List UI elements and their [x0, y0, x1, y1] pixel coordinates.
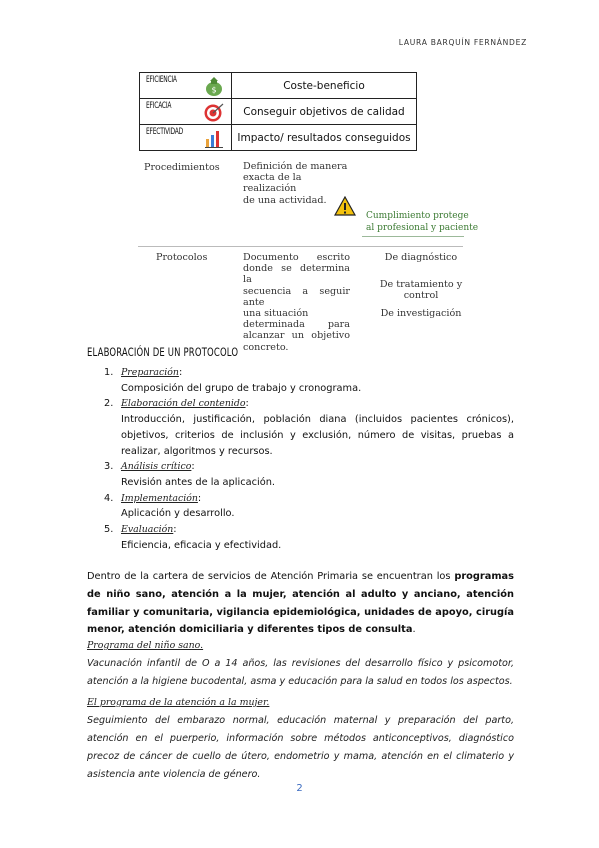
definition-line: Documento escrito — [243, 252, 350, 263]
money-bag-icon — [203, 75, 225, 100]
step-title: Preparación — [121, 367, 179, 378]
step-body: Composición del grupo de trabajo y cronograma. — [121, 382, 362, 394]
note-underline — [362, 236, 464, 237]
definition-line: exacta de la realización — [243, 172, 302, 195]
definition-line: Definición de manera — [243, 161, 348, 172]
step-title: Análisis crítico — [121, 461, 192, 473]
table-row — [140, 125, 417, 151]
definition-line: determinada para — [243, 319, 350, 331]
step-number: 1. — [104, 367, 114, 378]
page-number: 2 — [296, 783, 303, 794]
step-body: Revisión antes de la aplicación. — [121, 476, 276, 488]
definition-line: alcanzar un objetivo — [243, 330, 350, 342]
bar-chart-icon — [203, 127, 225, 152]
definition-line: donde se determina la — [243, 263, 350, 286]
list-item: 2. Elaboración del contenido: Introducción, justificación, población diana (incluidos pacientes crónicos), objetivos, criterios de inclusión y exclusión, número de visitas, pruebas a realizar, algoritmos y recursos. — [104, 396, 514, 459]
step-number: 4. — [104, 492, 114, 504]
row-label: EFICACIA — [146, 101, 172, 111]
list-item: 5. Evaluación: Eficiencia, eficacia y efectividad. — [104, 522, 514, 553]
list-item: 1. Preparación: Composición del grupo de trabajo y cronograma. — [104, 365, 514, 396]
row-value: Coste-beneficio — [232, 73, 417, 99]
protocol-type: De diagnóstico — [384, 252, 458, 263]
row-label: EFECTIVIDAD — [146, 127, 183, 137]
step-number: 5. — [104, 524, 114, 536]
protocol-types — [373, 252, 469, 319]
warning-icon — [334, 196, 356, 220]
table-row — [140, 99, 417, 125]
note-line: Cumplimiento protege — [366, 211, 469, 221]
definition-line: de una actividad. — [243, 194, 327, 206]
program-title: El programa de la atención a la mujer. — [87, 697, 270, 708]
section-title: ELABORACIÓN DE UN PROTOCOLO — [87, 345, 239, 359]
list-item: 3. Análisis crítico: Revisión antes de la aplicación. — [104, 459, 514, 490]
steps-list — [104, 365, 514, 553]
author-header: LAURA BARQUÍN FERNÁNDEZ — [398, 38, 527, 47]
list-item: 4. Implementación: Aplicación y desarrollo. — [104, 491, 514, 522]
paragraph-end: . — [412, 624, 416, 636]
target-icon — [203, 101, 225, 126]
protocol-type: De investigación — [380, 307, 462, 319]
divider — [138, 246, 463, 247]
step-body: Introducción, justificación, población diana (incluidos pacientes crónicos), objetivos, criterios de inclusión y exclusión, número de visitas, pruebas a realizar, algoritmos y recursos. — [121, 414, 514, 457]
row-value: Impacto/ resultados conseguidos — [232, 125, 417, 151]
step-body: Eficiencia, eficacia y efectividad. — [121, 539, 282, 551]
protocol-type: control — [403, 290, 439, 302]
step-number: 3. — [104, 461, 114, 473]
program-body: Seguimiento del embarazo normal, educación maternal y preparación del parto, atención en el puerperio, información sobre métodos anticonceptivos, diagnóstico precoz de cáncer de cuello de útero, endometrio y mama, atención en el climaterio y asistencia ante violencia de género. — [87, 715, 514, 780]
procedimientos-label: Procedimientos — [144, 162, 220, 173]
step-number: 2. — [104, 398, 114, 410]
program-body: Vacunación infantil de O a 14 años, las revisiones del desarrollo físico y psicomotor, atención a la higiene bucodental, asma y educación para la salud en todos los aspectos. — [87, 658, 514, 687]
note-line: al profesional y paciente — [366, 223, 479, 233]
row-label: EFICIENCIA — [146, 75, 177, 85]
definition-line: concreto. — [243, 341, 289, 353]
table-row — [140, 73, 417, 99]
svg-text:$: $ — [211, 85, 217, 95]
definition-line: una situación — [243, 308, 309, 320]
program-title: Programa del niño sano. — [87, 640, 204, 651]
paragraph-intro: Dentro de la cartera de servicios de Atención Primaria se encuentran los — [87, 571, 455, 582]
row-value: Conseguir objetivos de calidad — [232, 99, 417, 125]
paragraph-programs: programas de niño sano, atención a la mujer, atención al adulto y anciano, atención familiar y comunitaria, vigilancia epidemiológica, unidades de apoyo, cirugía menor, atención domiciliaria y diferentes tipos de consulta — [87, 571, 514, 636]
protection-note — [366, 210, 478, 234]
step-title: Evaluación — [121, 524, 174, 536]
step-title: Elaboración del contenido — [121, 398, 246, 410]
protocolos-label: Protocolos — [156, 252, 208, 263]
step-body: Aplicación y desarrollo. — [121, 508, 235, 520]
services-paragraph — [87, 568, 514, 639]
definition-line: secuencia a seguir ante — [243, 285, 350, 308]
efficiency-table — [139, 72, 417, 151]
protocolos-definition — [243, 252, 350, 353]
protocol-type: De tratamiento y — [379, 279, 463, 291]
step-title: Implementación — [121, 492, 198, 504]
